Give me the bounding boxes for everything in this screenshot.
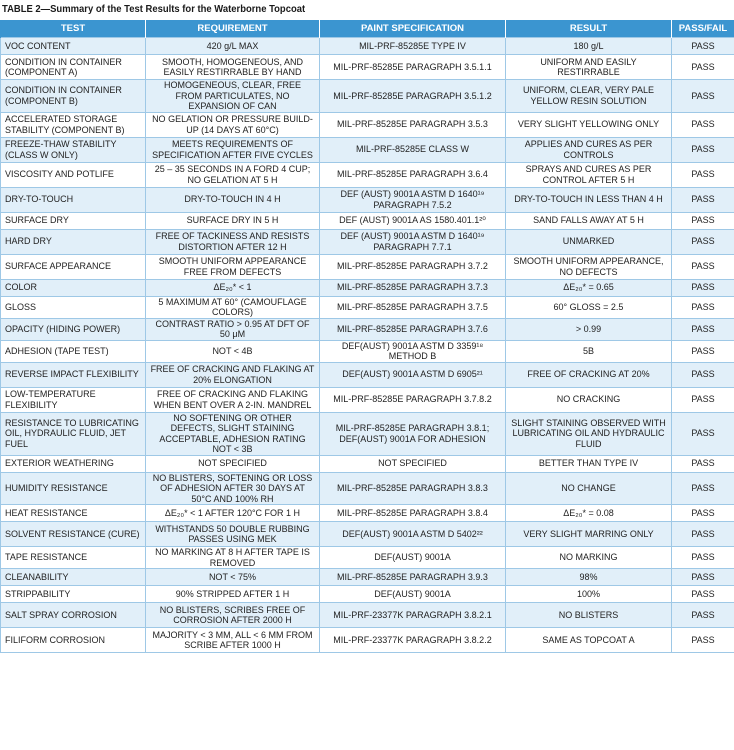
cell-result: APPLIES AND CURES AS PER CONTROLS (506, 137, 672, 162)
cell-requirement: MEETS REQUIREMENTS OF SPECIFICATION AFTER FIVE CYCLES (146, 137, 320, 162)
cell-test: CONDITION IN CONTAINER (COMPONENT B) (1, 80, 146, 113)
table-row (1, 455, 734, 472)
cell-pass-fail: PASS (672, 38, 734, 55)
table-row (1, 318, 734, 340)
cell-specification: MIL-PRF-85285E PARAGRAPH 3.7.6 (320, 318, 506, 340)
table-row (1, 80, 734, 113)
cell-requirement: FREE OF CRACKING AND FLAKING AT 20% ELONGATION (146, 362, 320, 387)
cell-result: 98% (506, 569, 672, 586)
cell-pass-fail: PASS (672, 112, 734, 137)
cell-test: CONDITION IN CONTAINER (COMPONENT A) (1, 55, 146, 80)
cell-test: RESISTANCE TO LUBRICATING OIL, HYDRAULIC FLUID, JET FUEL (1, 412, 146, 455)
cell-test: COLOR (1, 279, 146, 296)
table-row (1, 505, 734, 522)
cell-requirement: 90% STRIPPED AFTER 1 H (146, 586, 320, 603)
table-row (1, 522, 734, 547)
table-row (1, 229, 734, 254)
cell-specification: DEF(AUST) 9001A ASTM D 6905²¹ (320, 362, 506, 387)
column-header-result: RESULT (506, 20, 672, 38)
cell-specification: MIL-PRF-23377K PARAGRAPH 3.8.2.1 (320, 603, 506, 628)
table-row (1, 412, 734, 455)
cell-result: 5B (506, 340, 672, 362)
cell-requirement: FREE OF TACKINESS AND RESISTS DISTORTION AFTER 12 H (146, 229, 320, 254)
cell-test: REVERSE IMPACT FLEXIBILITY (1, 362, 146, 387)
cell-test: TAPE RESISTANCE (1, 547, 146, 569)
column-header-paint-specification: PAINT SPECIFICATION (320, 20, 506, 38)
cell-specification: MIL-PRF-85285E PARAGRAPH 3.8.3 (320, 472, 506, 505)
cell-pass-fail: PASS (672, 340, 734, 362)
cell-test: GLOSS (1, 296, 146, 318)
cell-result: 100% (506, 586, 672, 603)
table-row (1, 586, 734, 603)
cell-pass-fail: PASS (672, 55, 734, 80)
cell-requirement: MAJORITY < 3 MM, ALL < 6 MM FROM SCRIBE AFTER 1000 H (146, 628, 320, 653)
cell-test: VOC CONTENT (1, 38, 146, 55)
cell-result: 60° GLOSS = 2.5 (506, 296, 672, 318)
cell-requirement: NOT < 4B (146, 340, 320, 362)
cell-requirement: NO GELATION OR PRESSURE BUILD-UP (14 DAYS AT 60°C) (146, 112, 320, 137)
cell-result: NO CHANGE (506, 472, 672, 505)
cell-test: FREEZE-THAW STABILITY (CLASS W ONLY) (1, 137, 146, 162)
cell-pass-fail: PASS (672, 586, 734, 603)
table-row (1, 603, 734, 628)
table-row (1, 340, 734, 362)
cell-pass-fail: PASS (672, 455, 734, 472)
column-header-pass-fail: PASS/FAIL (672, 20, 734, 38)
table-row (1, 387, 734, 412)
cell-test: HARD DRY (1, 229, 146, 254)
cell-requirement: WITHSTANDS 50 DOUBLE RUBBING PASSES USING MEK (146, 522, 320, 547)
table-row (1, 569, 734, 586)
test-results-table (0, 20, 734, 653)
cell-pass-fail: PASS (672, 569, 734, 586)
cell-result: > 0.99 (506, 318, 672, 340)
cell-result: ΔE₂₀* = 0.65 (506, 279, 672, 296)
cell-requirement: 25 – 35 SECONDS IN A FORD 4 CUP; NO GELATION AT 5 H (146, 162, 320, 187)
table-row (1, 212, 734, 229)
cell-test: HUMIDITY RESISTANCE (1, 472, 146, 505)
cell-result: DRY-TO-TOUCH IN LESS THAN 4 H (506, 187, 672, 212)
table-row (1, 362, 734, 387)
table-row (1, 38, 734, 55)
cell-specification: MIL-PRF-85285E PARAGRAPH 3.5.3 (320, 112, 506, 137)
column-header-test: TEST (1, 20, 146, 38)
cell-pass-fail: PASS (672, 212, 734, 229)
cell-requirement: SURFACE DRY IN 5 H (146, 212, 320, 229)
table-row (1, 137, 734, 162)
cell-specification: MIL-PRF-85285E PARAGRAPH 3.7.8.2 (320, 387, 506, 412)
cell-result: BETTER THAN TYPE IV (506, 455, 672, 472)
table-row (1, 279, 734, 296)
cell-pass-fail: PASS (672, 229, 734, 254)
cell-specification: MIL-PRF-85285E PARAGRAPH 3.7.3 (320, 279, 506, 296)
cell-pass-fail: PASS (672, 80, 734, 113)
table-row (1, 628, 734, 653)
cell-pass-fail: PASS (672, 547, 734, 569)
cell-result: SAME AS TOPCOAT A (506, 628, 672, 653)
cell-test: ACCELERATED STORAGE STABILITY (COMPONENT B) (1, 112, 146, 137)
cell-test: FILIFORM CORROSION (1, 628, 146, 653)
cell-pass-fail: PASS (672, 412, 734, 455)
cell-requirement: SMOOTH UNIFORM APPEARANCE FREE FROM DEFECTS (146, 254, 320, 279)
cell-result: UNIFORM AND EASILY RESTIRRABLE (506, 55, 672, 80)
cell-test: OPACITY (HIDING POWER) (1, 318, 146, 340)
cell-test: ADHESION (TAPE TEST) (1, 340, 146, 362)
cell-result: NO CRACKING (506, 387, 672, 412)
cell-result: NO BLISTERS (506, 603, 672, 628)
cell-specification: DEF(AUST) 9001A (320, 586, 506, 603)
table-row (1, 547, 734, 569)
cell-pass-fail: PASS (672, 628, 734, 653)
cell-test: DRY-TO-TOUCH (1, 187, 146, 212)
cell-test: STRIPPABILITY (1, 586, 146, 603)
column-header-requirement: REQUIREMENT (146, 20, 320, 38)
cell-pass-fail: PASS (672, 137, 734, 162)
cell-test: SURFACE APPEARANCE (1, 254, 146, 279)
cell-requirement: 5 MAXIMUM AT 60° (CAMOUFLAGE COLORS) (146, 296, 320, 318)
cell-specification: MIL-PRF-85285E PARAGRAPH 3.6.4 (320, 162, 506, 187)
cell-requirement: NO SOFTENING OR OTHER DEFECTS, SLIGHT STAINING ACCEPTABLE, ADHESION RATING NOT < 3B (146, 412, 320, 455)
cell-result: FREE OF CRACKING AT 20% (506, 362, 672, 387)
cell-pass-fail: PASS (672, 187, 734, 212)
cell-specification: DEF(AUST) 9001A ASTM D 3359¹⁸ METHOD B (320, 340, 506, 362)
table-row (1, 472, 734, 505)
cell-specification: DEF (AUST) 9001A ASTM D 1640¹⁹ PARAGRAPH 7.7.1 (320, 229, 506, 254)
cell-specification: DEF (AUST) 9001A ASTM D 1640¹⁹ PARAGRAPH 7.5.2 (320, 187, 506, 212)
cell-specification: MIL-PRF-23377K PARAGRAPH 3.8.2.2 (320, 628, 506, 653)
cell-test: SURFACE DRY (1, 212, 146, 229)
cell-test: VISCOSITY AND POTLIFE (1, 162, 146, 187)
cell-test: SALT SPRAY CORROSION (1, 603, 146, 628)
cell-pass-fail: PASS (672, 387, 734, 412)
cell-requirement: ΔE₂₀* < 1 (146, 279, 320, 296)
table-row (1, 254, 734, 279)
cell-pass-fail: PASS (672, 318, 734, 340)
cell-result: NO MARKING (506, 547, 672, 569)
cell-pass-fail: PASS (672, 603, 734, 628)
cell-specification: NOT SPECIFIED (320, 455, 506, 472)
cell-specification: MIL-PRF-85285E CLASS W (320, 137, 506, 162)
cell-requirement: NO BLISTERS, SCRIBES FREE OF CORROSION AFTER 2000 H (146, 603, 320, 628)
table-row (1, 112, 734, 137)
cell-pass-fail: PASS (672, 279, 734, 296)
cell-requirement: FREE OF CRACKING AND FLAKING WHEN BENT OVER A 2-IN. MANDREL (146, 387, 320, 412)
cell-result: SLIGHT STAINING OBSERVED WITH LUBRICATING OIL AND HYDRAULIC FLUID (506, 412, 672, 455)
table-caption: TABLE 2—Summary of the Test Results for the Waterborne Topcoat (2, 3, 306, 15)
cell-pass-fail: PASS (672, 472, 734, 505)
cell-specification: MIL-PRF-85285E PARAGRAPH 3.5.1.2 (320, 80, 506, 113)
cell-result: VERY SLIGHT MARRING ONLY (506, 522, 672, 547)
cell-requirement: CONTRAST RATIO > 0.95 AT DFT OF 50 μM (146, 318, 320, 340)
cell-pass-fail: PASS (672, 254, 734, 279)
cell-requirement: NO BLISTERS, SOFTENING OR LOSS OF ADHESION AFTER 30 DAYS AT 50°C AND 100% RH (146, 472, 320, 505)
cell-test: HEAT RESISTANCE (1, 505, 146, 522)
cell-pass-fail: PASS (672, 505, 734, 522)
table-row (1, 187, 734, 212)
cell-specification: MIL-PRF-85285E TYPE IV (320, 38, 506, 55)
cell-result: VERY SLIGHT YELLOWING ONLY (506, 112, 672, 137)
cell-result: SMOOTH UNIFORM APPEARANCE, NO DEFECTS (506, 254, 672, 279)
cell-requirement: NO MARKING AT 8 H AFTER TAPE IS REMOVED (146, 547, 320, 569)
cell-specification: MIL-PRF-85285E PARAGRAPH 3.9.3 (320, 569, 506, 586)
cell-pass-fail: PASS (672, 362, 734, 387)
cell-requirement: DRY-TO-TOUCH IN 4 H (146, 187, 320, 212)
cell-result: SAND FALLS AWAY AT 5 H (506, 212, 672, 229)
table-body (1, 38, 734, 653)
cell-specification: DEF(AUST) 9001A ASTM D 5402²² (320, 522, 506, 547)
cell-specification: MIL-PRF-85285E PARAGRAPH 3.8.4 (320, 505, 506, 522)
cell-test: SOLVENT RESISTANCE (CURE) (1, 522, 146, 547)
table-row (1, 162, 734, 187)
cell-requirement: NOT < 75% (146, 569, 320, 586)
table-row (1, 55, 734, 80)
cell-test: CLEANABILITY (1, 569, 146, 586)
cell-result: UNMARKED (506, 229, 672, 254)
cell-result: UNIFORM, CLEAR, VERY PALE YELLOW RESIN SOLUTION (506, 80, 672, 113)
cell-specification: DEF(AUST) 9001A (320, 547, 506, 569)
cell-specification: MIL-PRF-85285E PARAGRAPH 3.5.1.1 (320, 55, 506, 80)
table-header-row (1, 20, 734, 38)
cell-requirement: ΔE₂₀* < 1 AFTER 120°C FOR 1 H (146, 505, 320, 522)
cell-requirement: HOMOGENEOUS, CLEAR, FREE FROM PARTICULATES, NO EXPANSION OF CAN (146, 80, 320, 113)
cell-test: EXTERIOR WEATHERING (1, 455, 146, 472)
cell-requirement: NOT SPECIFIED (146, 455, 320, 472)
cell-requirement: 420 g/L MAX (146, 38, 320, 55)
cell-pass-fail: PASS (672, 522, 734, 547)
cell-specification: MIL-PRF-85285E PARAGRAPH 3.8.1; DEF(AUST) 9001A FOR ADHESION (320, 412, 506, 455)
cell-pass-fail: PASS (672, 296, 734, 318)
cell-specification: MIL-PRF-85285E PARAGRAPH 3.7.5 (320, 296, 506, 318)
cell-result: 180 g/L (506, 38, 672, 55)
cell-result: SPRAYS AND CURES AS PER CONTROL AFTER 5 H (506, 162, 672, 187)
cell-test: LOW-TEMPERATURE FLEXIBILITY (1, 387, 146, 412)
cell-specification: DEF (AUST) 9001A AS 1580.401.1²⁰ (320, 212, 506, 229)
table-row (1, 296, 734, 318)
cell-requirement: SMOOTH, HOMOGENEOUS, AND EASILY RESTIRRABLE BY HAND (146, 55, 320, 80)
cell-specification: MIL-PRF-85285E PARAGRAPH 3.7.2 (320, 254, 506, 279)
cell-result: ΔE₂₀* = 0.08 (506, 505, 672, 522)
cell-pass-fail: PASS (672, 162, 734, 187)
